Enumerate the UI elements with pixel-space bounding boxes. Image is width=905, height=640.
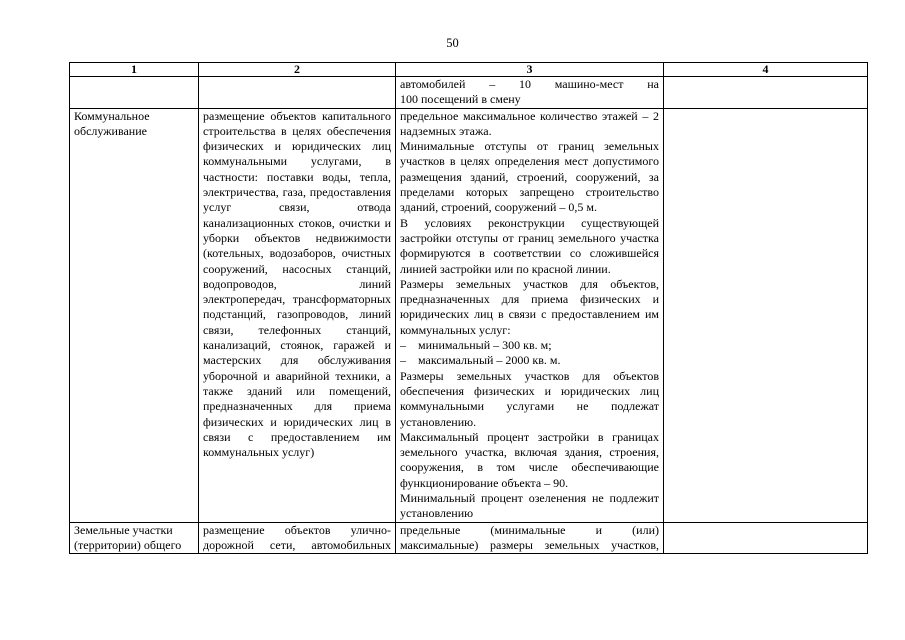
- use-description: размещение объектов капитального строительства в целях обеспечения физических и юридических лиц коммунальными услугами, в частности: поставки воды, тепла, электричества, газа, предоставления услуг связи, отвода канализационных стоков, очистки и уборки объектов недвижимости (котельных, водозаборов, очистных сооружений, насосных станций, водопроводов, линий электропередач, трансформаторных подстанций, газопроводов, линий связи, телефонных станций, канализаций, стоянок, гаражей и мастерских для обслуживания уборочной и аварийной техники, а также зданий или помещений, предназначенных для приема физических и юридических лиц в связи с предоставлением им коммунальных услуг): [203, 108, 391, 460]
- header-col-4: 4: [664, 63, 868, 77]
- param-paragraph: предельное максимальное количество этажей – 2 надземных этажа.: [400, 108, 659, 138]
- text-line: дорожной сети, автомобильных: [203, 537, 391, 552]
- cell-use-parameters: [396, 108, 664, 522]
- param-paragraph: Размеры земельных участков для объектов, предназначенных для приема физических и юридических лиц в связи с предоставлением им коммунальных услуг:: [400, 276, 659, 337]
- param-paragraph: Минимальный процент озеленения не подлежит установлению: [400, 491, 659, 521]
- param-paragraph: Максимальный процент застройки в границах земельного участка, включая здания, строения, сооружения, в том числе обеспечивающие функционирование объекта – 90.: [400, 429, 659, 490]
- use-name: Коммунальное обслуживание: [74, 108, 150, 138]
- cell-empty: [70, 77, 199, 109]
- header-col-1: 1: [70, 63, 199, 77]
- param-paragraph: В условиях реконструкции существующей застройки отступы от границ земельного участка формируются в соответствии со сложившейся линией застройки или по красной линии.: [400, 215, 659, 276]
- table-row-land: [70, 522, 868, 554]
- cell-use-parameters: [396, 522, 664, 554]
- dash-bullet-icon: –: [400, 338, 406, 353]
- text-line: размещение объектов улично-: [203, 522, 391, 537]
- text-line: автомобилей – 10 машино-мест на: [400, 77, 659, 91]
- page-number: 50: [446, 36, 459, 50]
- regulations-table: [69, 62, 868, 554]
- cell-use-name: [70, 522, 199, 554]
- text-line: Земельные участки: [74, 522, 173, 537]
- cell-params-continuation: [396, 77, 664, 109]
- bullet-text: максимальный – 2000 кв. м.: [418, 353, 561, 368]
- dash-bullet-icon: –: [400, 353, 406, 368]
- table-row-continuation: [70, 77, 868, 109]
- cell-use-name: [70, 108, 199, 522]
- table-row-communal: [70, 108, 868, 522]
- cell-empty: [664, 77, 868, 109]
- bullet-item: [400, 353, 659, 368]
- cell-use-description: [199, 522, 396, 554]
- text-line: (территории) общего: [74, 537, 182, 552]
- text-line: предельные (минимальные и (или): [400, 522, 659, 537]
- header-col-2: 2: [199, 63, 396, 77]
- cell-empty: [664, 108, 868, 522]
- param-paragraph: Минимальные отступы от границ земельных участков в целях определения мест допустимого размещения зданий, строений, сооружений, за пределами которых запрещено строительство зданий, строений, сооружений – 0,5 м.: [400, 139, 659, 215]
- header-col-3: 3: [396, 63, 664, 77]
- text-line: максимальные) размеры земельных участков,: [400, 537, 659, 552]
- bullet-text: минимальный – 300 кв. м;: [418, 338, 552, 353]
- text-line: 100 посещений в смену: [400, 92, 521, 107]
- bullet-item: [400, 338, 659, 353]
- cell-empty: [199, 77, 396, 109]
- cell-use-description: [199, 108, 396, 522]
- param-paragraph: Размеры земельных участков для объектов обеспечения физических и юридических лиц коммунальными услугами не подлежат установлению.: [400, 368, 659, 429]
- cell-empty: [664, 522, 868, 554]
- header-row: [70, 63, 868, 77]
